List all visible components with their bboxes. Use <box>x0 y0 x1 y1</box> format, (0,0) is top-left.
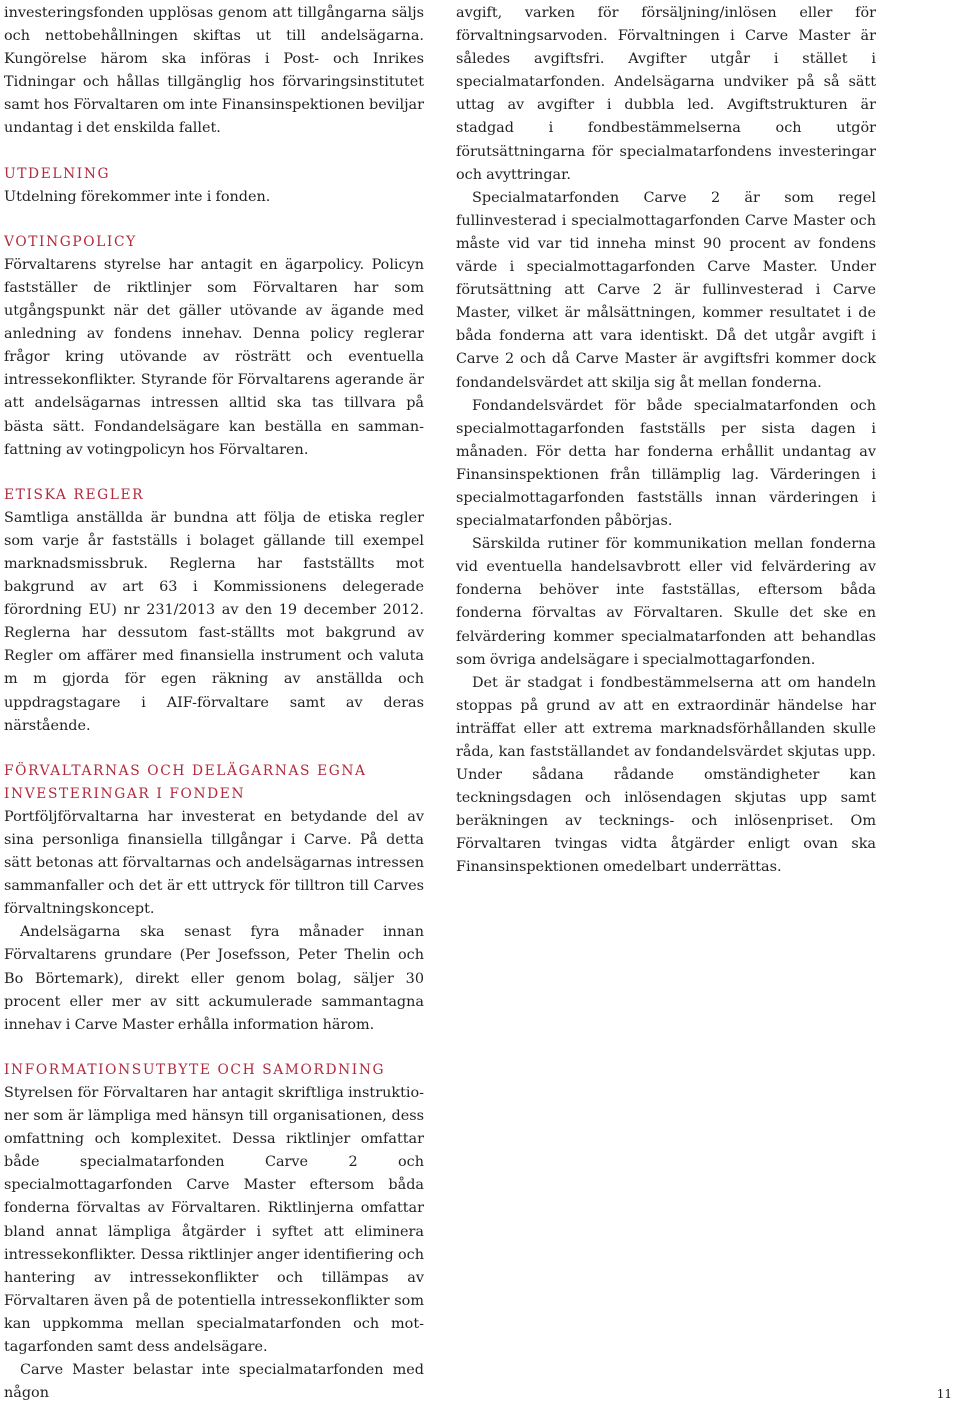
right-column <box>456 0 876 880</box>
utdelning-text: Utdelning förekommer inte i fonden. <box>4 188 271 205</box>
heading-utdelning: UTDELNING <box>4 165 111 182</box>
right-paragraph-1: avgift, varken för försäljning/inlösen eller för förvaltningsarvoden. Förvaltningen i Carve Master är således avgiftsfri. Avgifter utgår i stället i specialmatarfonden. Andelsägarna undviker på så sätt uttag av avgifter i dubbla led. Avgiftstrukturen är stadgad i fondbestämmelserna och utgör förutsättningarna för specialmatarfondens investeringar och avyttringar. <box>456 5 876 183</box>
etiska-regler-text: Samtliga anställda är bundna att följa de etiska regler som varje år fastställs i bolaget gällande till exempel marknadsmissbruk. Reglerna har fastställts mot bakgrund av art 63 i Kommissionens delegerade förordning EU) nr 231/2013 av den 19 december 2012. Reglerna har dessutom fast-ställts mot bakgrund av Regler om affärer med finansiella instrument och valuta m m gjorda för egen räkning av anställda och uppdragstagare i AIF-förvaltare samt av deras närstående. <box>4 509 424 734</box>
right-paragraph-5: Det är stadgat i fondbestämmelserna att om handeln stoppas på grund av att en extraordinär händelse har inträffat eller att extrema marknadsförhållanden skulle råda, kan fastställandet av fondandelsvärdet skjutas upp. Under sådana rådande omständigheter kan teckningsdagen och inlösendagen skjutas upp samt beräkningen av tecknings- och inlösenpriset. Om Förvaltaren tvingas vidta åtgärder enligt ovan ska Finansinspektionen omedelbart underrättas. <box>456 674 876 876</box>
right-paragraph-4: Särskilda rutiner för kommunikation mellan fonderna vid eventuella handelsavbrott eller vid felvärdering av fonderna behöver inte fastställas, eftersom båda fonderna förvaltas av Förvaltaren. Skulle det ske en felvärdering kommer specialmatarfonden att behandlas som övriga andelsägare i specialmottagarfonden. <box>456 536 876 668</box>
heading-informationsutbyte: INFORMATIONSUTBYTE OCH SAMORDNING <box>4 1061 386 1078</box>
egna-investeringar-text-1: Portföljförvaltarna har investerat en betydande del av sina personliga finansiella tillgångar i Carve. På detta sätt betonas att förvaltarnas och andelsägarnas intressen sammanfaller och det är ett uttryck för tilltron till Carves förvaltningskoncept. <box>4 808 424 918</box>
heading-votingpolicy: VOTINGPOLICY <box>4 233 137 250</box>
informationsutbyte-text-2: Carve Master belastar inte specialmatarfonden med någon <box>4 1362 424 1402</box>
left-column <box>4 0 424 1405</box>
heading-egna-investeringar: FÖRVALTARNAS OCH DELÄGARNAS EGNA INVESTERINGAR I FONDEN <box>4 762 367 802</box>
informationsutbyte-text-1: Styrelsen för Förvaltaren har antagit skriftliga instruktioner som är lämpliga med hänsyn till organisationen, dess omfattning och komplexitet. Dessa riktlinjer omfattar både specialmatarfonden Carve 2 och specialmottagarfonden Carve Master eftersom båda fonderna förvaltas av Förvaltaren. Riktlinjerna omfattar bland annat lämpliga åtgärder i syftet att eliminera intressekonflikter. Dessa riktlinjer anger identifiering och hantering av intressekonflikter och tillämpas av Förvaltaren även på de potentiella intressekonflikter som kan uppkomma mellan specialmatarfonden och mottagarfonden samt dess andelsägare. <box>4 1084 424 1355</box>
egna-investeringar-text-2: Andelsägarna ska senast fyra månader innan Förvaltarens grundare (Per Josefsson, Peter Thelin och Bo Börtemark), direkt eller genom bolag, säljer 30 procent eller mer av sitt ackumulerade sammantagna innehav i Carve Master erhålla information härom. <box>4 924 424 1033</box>
page-number: 11 <box>936 1387 952 1401</box>
right-paragraph-3: Fondandelsvärdet för både specialmatarfonden och specialmottagarfonden fastställs per sista dagen i månaden. För detta har fonderna erhållit undantag av Finansinspektionen från tillämplig lag. Värderingen i specialmottagarfonden fastställs innan värderingen i specialmatarfonden påbörjas. <box>456 397 876 530</box>
right-paragraph-2: Specialmatarfonden Carve 2 är som regel fullinvesterad i specialmottagarfonden Carve Master och måste vid var tid inneha minst 90 procent av fondens värde i specialmottagarfonden Carve Master. Under förutsättning att Carve 2 är fullinvesterad i Carve Master, vilket är målsättningen, kommer resultatet i de båda fonderna att vara identiskt. Då det utgår avgift i Carve 2 och då Carve Master är avgiftsfri kommer dock fondandelsvärdet att skilja sig åt mellan fonderna. <box>456 189 876 391</box>
continued-paragraph: investeringsfonden upplösas genom att tillgångarna säljs och nettobehållningen skiftas ut till andelsägarna. Kungörelse härom ska införas i Post- och Inrikes Tidningar och hållas tillgänglig hos förvaringsinstitutet samt hos Förvaltaren om inte Finansinspektionen beviljar undantag i det enskilda fallet. <box>4 5 424 137</box>
heading-etiska-regler: ETISKA REGLER <box>4 486 145 503</box>
votingpolicy-text: Förvaltarens styrelse har antagit en ägarpolicy. Policyn fastställer de riktlinjer som Förvaltaren har som utgångspunkt när det gäller utövande av ägande med anledning av fondens innehav. Denna policy reglerar frågor kring utövande av rösträtt och eventuella intressekonflikter. Styrande för Förvaltarens agerande är att andelsägarnas intressen alltid ska tas tillvara på bästa sätt. Fondandelsägare kan beställa en sammanfattning av votingpolicyn hos Förvaltaren. <box>4 256 424 458</box>
